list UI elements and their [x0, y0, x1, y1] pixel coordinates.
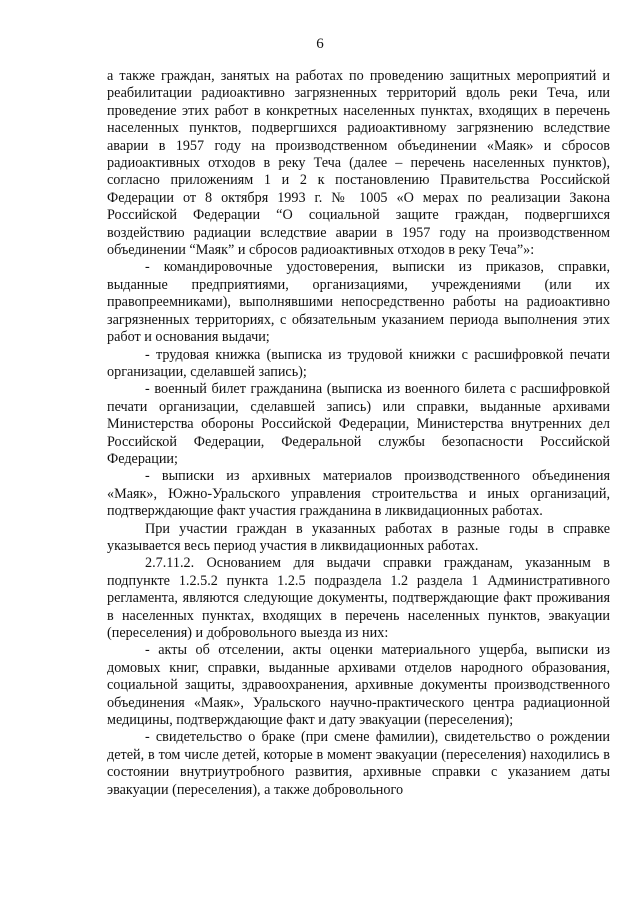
paragraph: - командировочные удостоверения, выписки из приказов, справки, выданные предприятиями, организациями, учреждениями (или их правопреемниками), выполнявшими непосредственно работы на радиоактивно загрязненных территориях, с обязательным указанием периода выполнения этих работ и основания выдачи; [107, 259, 610, 346]
paragraph: При участии граждан в указанных работах в разные годы в справке указывается весь период участия в ликвидационных работах. [107, 520, 610, 554]
page-number: 6 [316, 36, 324, 52]
paragraph: - военный билет гражданина (выписка из военного билета с расшифровкой печати организации, сделавшей запись) или справки, выданные архивами Министерства обороны Российской Федерации, Министерства внутренних дел Российской Федерации, Федеральной службы безопасности Российской Федерации; [107, 381, 610, 467]
paragraph: - свидетельство о браке (при смене фамилии), свидетельство о рождении детей, в том числе детей, которые в момент эвакуации (переселения) находились в состоянии внутриутробного развития, архивные справки с указанием даты эвакуации (переселения), а также добровольного [107, 729, 610, 798]
paragraph: - выписки из архивных материалов производственного объединения «Маяк», Южно-Уральского управления строительства и иных организаций, подтверждающие факт участия гражданина в ликвидационных работах. [107, 468, 610, 520]
document-body [107, 68, 610, 799]
paragraph: - акты об отселении, акты оценки материального ущерба, выписки из домовых книг, справки, выданные архивами отделов народного образования, социальной защиты, здравоохранения, архивные документы производственного объединения «Маяк», Уральского научно-практического центра радиационной медицины, подтверждающие факт и дату эвакуации (переселения); [107, 642, 610, 729]
paragraph: - трудовая книжка (выписка из трудовой книжки с расшифровкой печати организации, сделавшей запись); [107, 346, 610, 380]
paragraph: 2.7.11.2. Основанием для выдачи справки гражданам, указанным в подпункте 1.2.5.2 пункта 1.2.5 подраздела 1.2 раздела 1 Административного регламента, являются следующие документы, подтверждающие факт проживания в населенных пунктах, входящих в перечень населенных пунктов, эвакуации (переселения) и добровольного выезда из них: [107, 555, 610, 641]
paragraph: а также граждан, занятых на работах по проведению защитных мероприятий и реабилитации радиоактивно загрязненных территорий вдоль реки Теча, или проведение этих работ в конкретных населенных пунктах, входящих в перечень населенных пунктов, подвергшихся радиоактивному загрязнению вследствие аварии в 1957 году на производственном объединении «Маяк» и сбросов радиоактивных отходов в реку Теча (далее – перечень населенных пунктов), согласно приложениям 1 и 2 к постановлению Правительства Российской Федерации от 8 октября 1993 г. № 1005 «О мерах по реализации Закона Российской Федерации “О социальной защите граждан, подвергшихся воздействию радиации вследствие аварии в 1957 году на производственном объединении “Маяк” и сбросов радиоактивных отходов в реку Теча”»: [107, 68, 610, 259]
